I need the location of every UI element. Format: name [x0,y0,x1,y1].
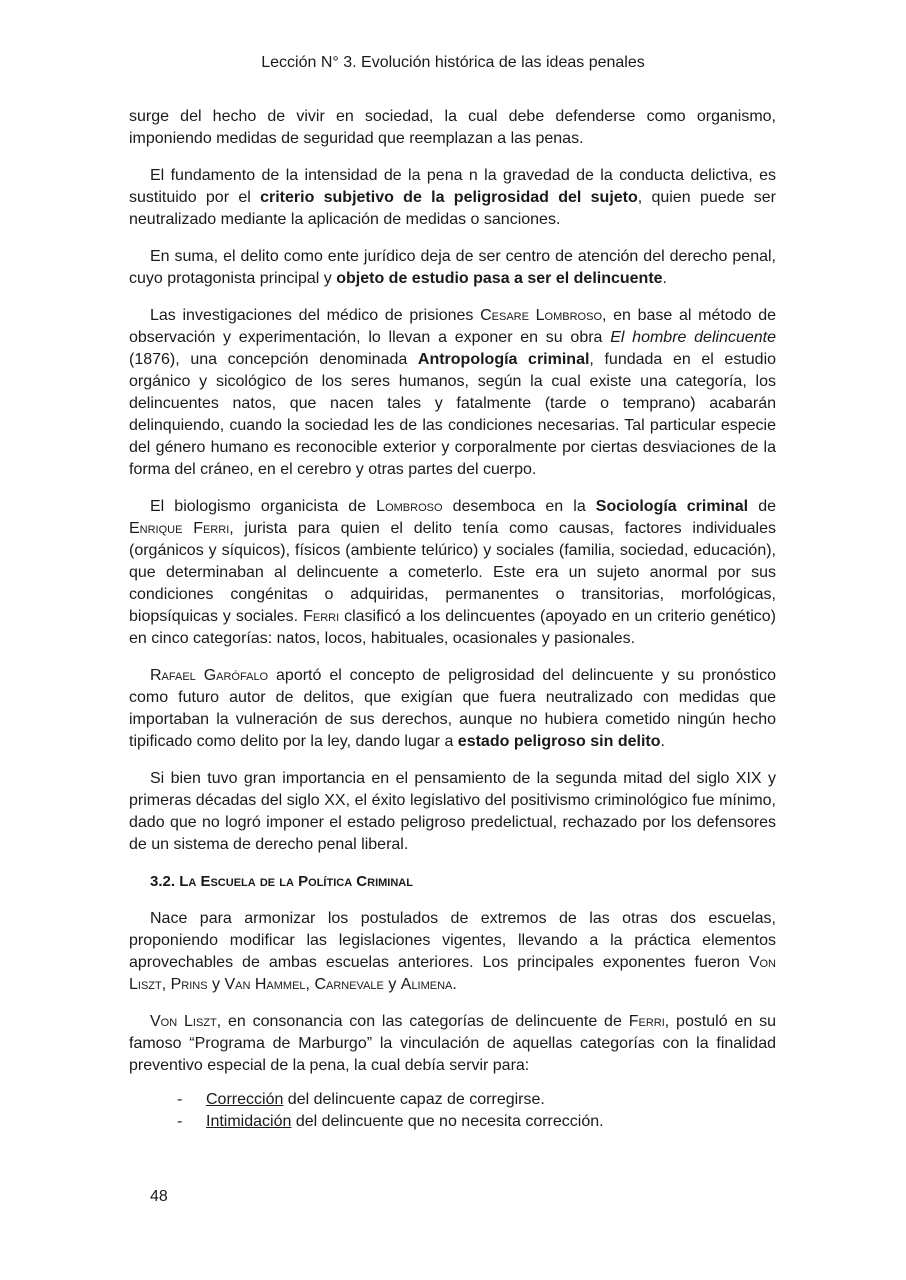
paragraph: Von Liszt, en consonancia con las categorías de delincuente de Ferri, postuló en su famoso “Programa de Marburgo” la vinculación de aquellas categorías con la finalidad preventivo especial de la pena, la cual debía servir para: [129,1013,776,1074]
list-item: - Corrección del delincuente capaz de corregirse. [177,1089,776,1111]
paragraph: El biologismo organicista de Lombroso desemboca en la Sociología criminal de Enrique Ferri, jurista para quien el delito tenía como causas, factores individuales (orgánicos y síquicos), físicos (ambiente telúrico) y sociales (familia, sociedad, educación), que determinaban al delincuente a cometerlo. Este era un sujeto anormal por sus condiciones congénitas o adquiridas, permanentes o transitorias, morfológicas, biopsíquicas y sociales. Ferri clasificó a los delincuentes (apoyado en un criterio genético) en cinco categorías: natos, locos, habituales, ocasionales y pasionales. [129,498,777,647]
author-name: Alimena [400,976,453,993]
paragraph: Las investigaciones del médico de prisiones Cesare Lombroso, en base al método de observación y experimentación, lo llevan a exponer en su obra El hombre delincuente (1876), una concepción denominada Antropología criminal, fundada en el estudio orgánico y sicológico de los seres humanos, según la cual existe una categoría, los delincuentes natos, que nacen tales y fatalmente (tarde o temprano) acabarán delinquiendo, cuando la sociedad les de las condiciones necesarias. Tal particular especie del género humano es reconocible exterior y corporalmente por ciertas desviaciones de la forma del cráneo, en el cerebro y otras partes del cuerpo. [129,307,777,478]
author-name: Rafael Garófalo [150,667,269,684]
author-name: Von Liszt [129,954,776,993]
bold-term: estado peligroso sin delito [457,733,661,750]
author-name: Van Hammel [224,976,306,993]
section-heading: 3.2. La Escuela de la Política Criminal [150,873,413,890]
running-header: Lección N° 3. Evolución histórica de las ideas penales [261,54,645,71]
author-name: Carnevale [314,976,384,993]
author-name: Ferri [628,1013,665,1030]
bold-term: Sociología criminal [595,498,749,515]
author-name: Von Liszt [150,1013,217,1030]
underlined-term: Intimidación [206,1113,292,1130]
dash-bullet: - [177,1091,183,1108]
paragraph: En suma, el delito como ente jurídico deja de ser centro de atención del derecho penal, cuyo protagonista principal y objeto de estudio pasa a ser el delincuente. [129,248,776,287]
page-body [129,106,776,1133]
bold-term: criterio subjetivo de la peligrosidad del sujeto [260,189,638,206]
author-name: Lombroso [376,498,443,515]
paragraph: El fundamento de la intensidad de la pena n la gravedad de la conducta delictiva, es sustituido por el criterio subjetivo de la peligrosidad del sujeto, quien puede ser neutralizado mediante la aplicación de medidas o sanciones. [129,167,776,228]
author-name: Ferri [303,608,340,625]
author-name: Prins [170,976,208,993]
book-title: El hombre delincuente [610,329,776,346]
paragraph: Rafael Garófalo aportó el concepto de peligrosidad del delincuente y su pronóstico como futuro autor de delitos, que exigían que fuera neutralizado con medidas que importaban la vulneración de sus derechos, aunque no hubiera cometido ningún hecho tipificado como delito por la ley, dando lugar a estado peligroso sin delito. [129,667,777,750]
paragraph: surge del hecho de vivir en sociedad, la cual debe defenderse como organismo, imponiendo medidas de seguridad que reemplazan a las penas. [129,108,776,147]
bullet-list [129,1089,776,1133]
author-name: Cesare Lombroso [480,307,602,324]
author-name: Enrique Ferri [129,520,230,537]
bold-term: Antropología criminal [417,351,590,368]
paragraph: Nace para armonizar los postulados de extremos de las otras dos escuelas, proponiendo modificar las legislaciones vigentes, llevando a la práctica elementos aprovechables de ambas escuelas anteriores. Los principales exponentes fueron Von Liszt, Prins y Van Hammel, Carnevale y Alimena. [129,910,776,993]
list-item: - Intimidación del delincuente que no necesita corrección. [177,1111,776,1133]
bold-term: objeto de estudio pasa a ser el delincuente [336,270,663,287]
dash-bullet: - [177,1113,183,1130]
page-number: 48 [150,1188,168,1205]
underlined-term: Corrección [206,1091,284,1108]
paragraph: Si bien tuvo gran importancia en el pensamiento de la segunda mitad del siglo XIX y primeras décadas del siglo XX, el éxito legislativo del positivismo criminológico fue mínimo, dado que no logró imponer el estado peligroso predelictual, rechazado por los defensores de un sistema de derecho penal liberal. [129,770,776,853]
